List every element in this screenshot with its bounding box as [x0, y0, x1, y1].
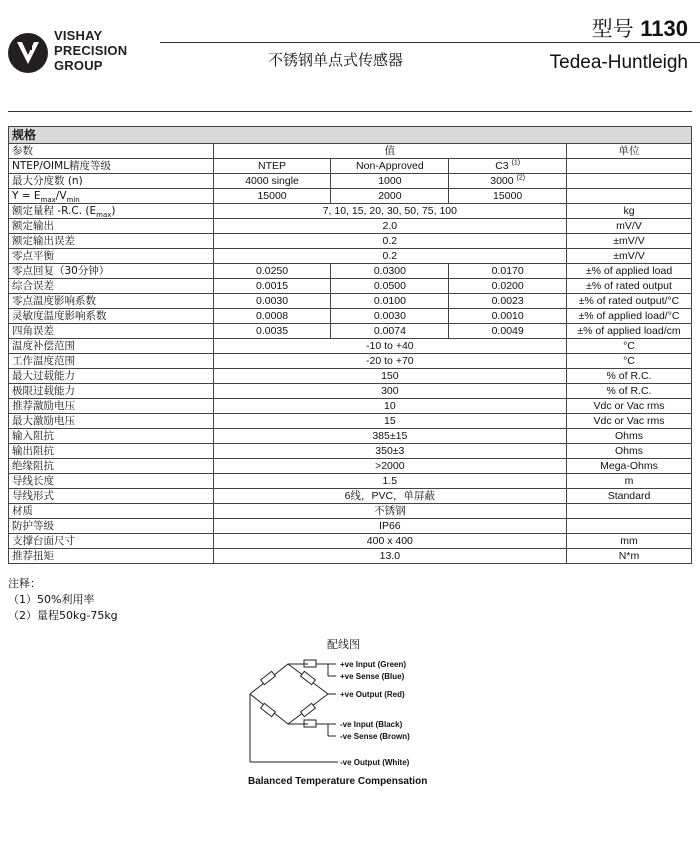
spec-unit: °C: [567, 339, 692, 354]
spec-value: 0.0049: [449, 324, 567, 339]
spec-value: 0.0008: [213, 309, 331, 324]
spec-row: [9, 504, 692, 519]
note-item-2: （2）量程50kg-75kg: [8, 609, 118, 622]
spec-value: 1000: [331, 174, 449, 189]
spec-row: [9, 474, 692, 489]
spec-unit: mV/V: [567, 219, 692, 234]
spec-unit: ±% of applied load/cm: [567, 324, 692, 339]
spec-row: [9, 294, 692, 309]
spec-param: 输入阻抗: [9, 429, 214, 444]
spec-value: 15000: [449, 189, 567, 204]
spec-param: 推荐扭矩: [9, 549, 214, 564]
spec-row: [9, 369, 692, 384]
spec-section-title: 规格: [9, 127, 692, 144]
spec-value: 7, 10, 15, 20, 30, 50, 75, 100: [213, 204, 566, 219]
spec-unit: ±% of rated output: [567, 279, 692, 294]
spec-param: $Y = E_{max}/V_{min}$: [9, 189, 214, 204]
spec-value: 10: [213, 399, 566, 414]
spec-row: [9, 444, 692, 459]
spec-param: 工作温度范围: [9, 354, 214, 369]
spec-unit: Vdc or Vac rms: [567, 414, 692, 429]
wire-label-pos-sense: +ve Sense (Blue): [340, 672, 405, 681]
spec-row: [9, 324, 692, 339]
spec-row: [9, 354, 692, 369]
spec-unit: Standard: [567, 489, 692, 504]
spec-value: 0.0030: [331, 309, 449, 324]
spec-unit: ±mV/V: [567, 249, 692, 264]
spec-value: 0.0023: [449, 294, 567, 309]
spec-row: [9, 519, 692, 534]
spec-param: 材质: [9, 504, 214, 519]
spec-value: -10 to +40: [213, 339, 566, 354]
spec-value: 0.0250: [213, 264, 331, 279]
spec-param: 输出阻抗: [9, 444, 214, 459]
spec-unit: [567, 189, 692, 204]
note-item-1: （1）50%利用率: [8, 593, 95, 606]
spec-unit: mm: [567, 534, 692, 549]
header-unit: 单位: [567, 144, 692, 159]
spec-value: 2.0: [213, 219, 566, 234]
spec-value: -20 to +70: [213, 354, 566, 369]
spec-param: 零点回复（30分钟）: [9, 264, 214, 279]
model-number: 1130: [640, 16, 688, 41]
spec-param: 导线长度: [9, 474, 214, 489]
header-divider: [160, 42, 700, 43]
spec-param: 最大过载能力: [9, 369, 214, 384]
spec-value: 4000 single: [213, 174, 331, 189]
spec-value: 300: [213, 384, 566, 399]
spec-unit: m: [567, 474, 692, 489]
spec-param: 导线形式: [9, 489, 214, 504]
spec-value: Non-Approved: [331, 159, 449, 174]
spec-value: 0.0170: [449, 264, 567, 279]
spec-unit: % of R.C.: [567, 369, 692, 384]
spec-value: 400 x 400: [213, 534, 566, 549]
spec-value: 0.2: [213, 249, 566, 264]
spec-unit: Mega-Ohms: [567, 459, 692, 474]
spec-row: [9, 174, 692, 189]
spec-unit: ±% of applied load: [567, 264, 692, 279]
spec-row: [9, 384, 692, 399]
diagram-caption: Balanced Temperature Compensation: [248, 776, 428, 787]
spec-value: 0.2: [213, 234, 566, 249]
model-label: 型号: [591, 17, 634, 41]
spec-row: [9, 279, 692, 294]
spec-param: 灵敏度温度影响系数: [9, 309, 214, 324]
spec-value: 0.0010: [449, 309, 567, 324]
spec-value: 350±3: [213, 444, 566, 459]
model-heading: [592, 13, 688, 43]
wire-label-pos-output: +ve Output (Red): [340, 690, 405, 699]
spec-row: [9, 309, 692, 324]
spec-unit: [567, 504, 692, 519]
spec-row: [9, 339, 692, 354]
spec-unit: [567, 174, 692, 189]
spec-unit: N*m: [567, 549, 692, 564]
spec-value: 0.0300: [331, 264, 449, 279]
wire-label-neg-input: -ve Input (Black): [340, 720, 403, 729]
spec-unit: °C: [567, 354, 692, 369]
brand-name: Tedea-Huntleigh: [549, 52, 688, 73]
spec-value: 15: [213, 414, 566, 429]
spec-row: [9, 234, 692, 249]
spec-param: 综合误差: [9, 279, 214, 294]
spec-unit: Ohms: [567, 429, 692, 444]
spec-unit: [567, 519, 692, 534]
logo-text-line-2: PRECISION: [54, 43, 128, 58]
spec-param: 防护等级: [9, 519, 214, 534]
spec-value: 1.5: [213, 474, 566, 489]
spec-row: [9, 249, 692, 264]
spec-row: [9, 264, 692, 279]
spec-value: IP66: [213, 519, 566, 534]
spec-value: C3 $^{(1)}$: [449, 159, 567, 174]
spec-row: [9, 429, 692, 444]
wiring-diagram: [240, 652, 460, 772]
spec-value: NTEP: [213, 159, 331, 174]
spec-param: 极限过载能力: [9, 384, 214, 399]
wiring-diagram-title: 配线图: [327, 638, 360, 651]
spec-row: [9, 459, 692, 474]
spec-param: 额定量程 -R.C. $(E_{max})$: [9, 204, 214, 219]
spec-param: 温度补偿范围: [9, 339, 214, 354]
spec-param: NTEP/OIML精度等级: [9, 159, 214, 174]
spec-row: [9, 204, 692, 219]
spec-value: 0.0200: [449, 279, 567, 294]
spec-param: 最大激励电压: [9, 414, 214, 429]
spec-row: [9, 489, 692, 504]
company-logo: [8, 19, 148, 85]
spec-unit: Vdc or Vac rms: [567, 399, 692, 414]
header-bottom-divider: [8, 111, 692, 112]
notes: [8, 576, 118, 624]
spec-value: 150: [213, 369, 566, 384]
spec-unit: ±mV/V: [567, 234, 692, 249]
notes-title: 注释：: [8, 577, 41, 590]
logo-mark: [8, 33, 48, 73]
spec-value: 6线，PVC，单屏蔽: [213, 489, 566, 504]
spec-table: [8, 126, 692, 564]
wire-label-neg-output: -ve Output (White): [340, 758, 410, 767]
spec-row: [9, 549, 692, 564]
spec-row: [9, 414, 692, 429]
spec-value: 0.0030: [213, 294, 331, 309]
spec-param: 零点平衡: [9, 249, 214, 264]
spec-header-row: [9, 144, 692, 159]
spec-param: 绝缘阻抗: [9, 459, 214, 474]
spec-row: [9, 159, 692, 174]
spec-unit: % of R.C.: [567, 384, 692, 399]
wire-label-pos-input: +ve Input (Green): [340, 660, 407, 669]
spec-value: 0.0035: [213, 324, 331, 339]
spec-param: 额定输出: [9, 219, 214, 234]
spec-row: [9, 189, 692, 204]
wire-label-neg-sense: -ve Sense (Brown): [340, 732, 410, 741]
spec-value: 385±15: [213, 429, 566, 444]
spec-param: 零点温度影响系数: [9, 294, 214, 309]
spec-value: 0.0074: [331, 324, 449, 339]
spec-unit: ±% of applied load/°C: [567, 309, 692, 324]
spec-value: 不锈钢: [213, 504, 566, 519]
spec-param: 四角误差: [9, 324, 214, 339]
spec-row: [9, 219, 692, 234]
spec-unit: kg: [567, 204, 692, 219]
spec-row: [9, 534, 692, 549]
spec-param: 额定输出误差: [9, 234, 214, 249]
header-value: 值: [213, 144, 566, 159]
spec-unit: Ohms: [567, 444, 692, 459]
spec-unit: ±% of rated output/°C: [567, 294, 692, 309]
spec-param: 推荐激励电压: [9, 399, 214, 414]
header-param: 参数: [9, 144, 214, 159]
spec-value: 15000: [213, 189, 331, 204]
spec-value: >2000: [213, 459, 566, 474]
spec-param: 最大分度数 (n): [9, 174, 214, 189]
spec-section-row: [9, 127, 692, 144]
logo-text-line-1: VISHAY: [54, 28, 103, 43]
spec-value: 0.0500: [331, 279, 449, 294]
logo-text-line-3: GROUP: [54, 58, 103, 73]
spec-value: 13.0: [213, 549, 566, 564]
spec-value: 2000: [331, 189, 449, 204]
spec-value: 0.0100: [331, 294, 449, 309]
spec-unit: [567, 159, 692, 174]
product-subtitle: 不锈钢单点式传感器: [268, 51, 404, 69]
spec-row: [9, 399, 692, 414]
spec-value: 0.0015: [213, 279, 331, 294]
spec-param: 支撑台面尺寸: [9, 534, 214, 549]
spec-value: 3000 $^{(2)}$: [449, 174, 567, 189]
